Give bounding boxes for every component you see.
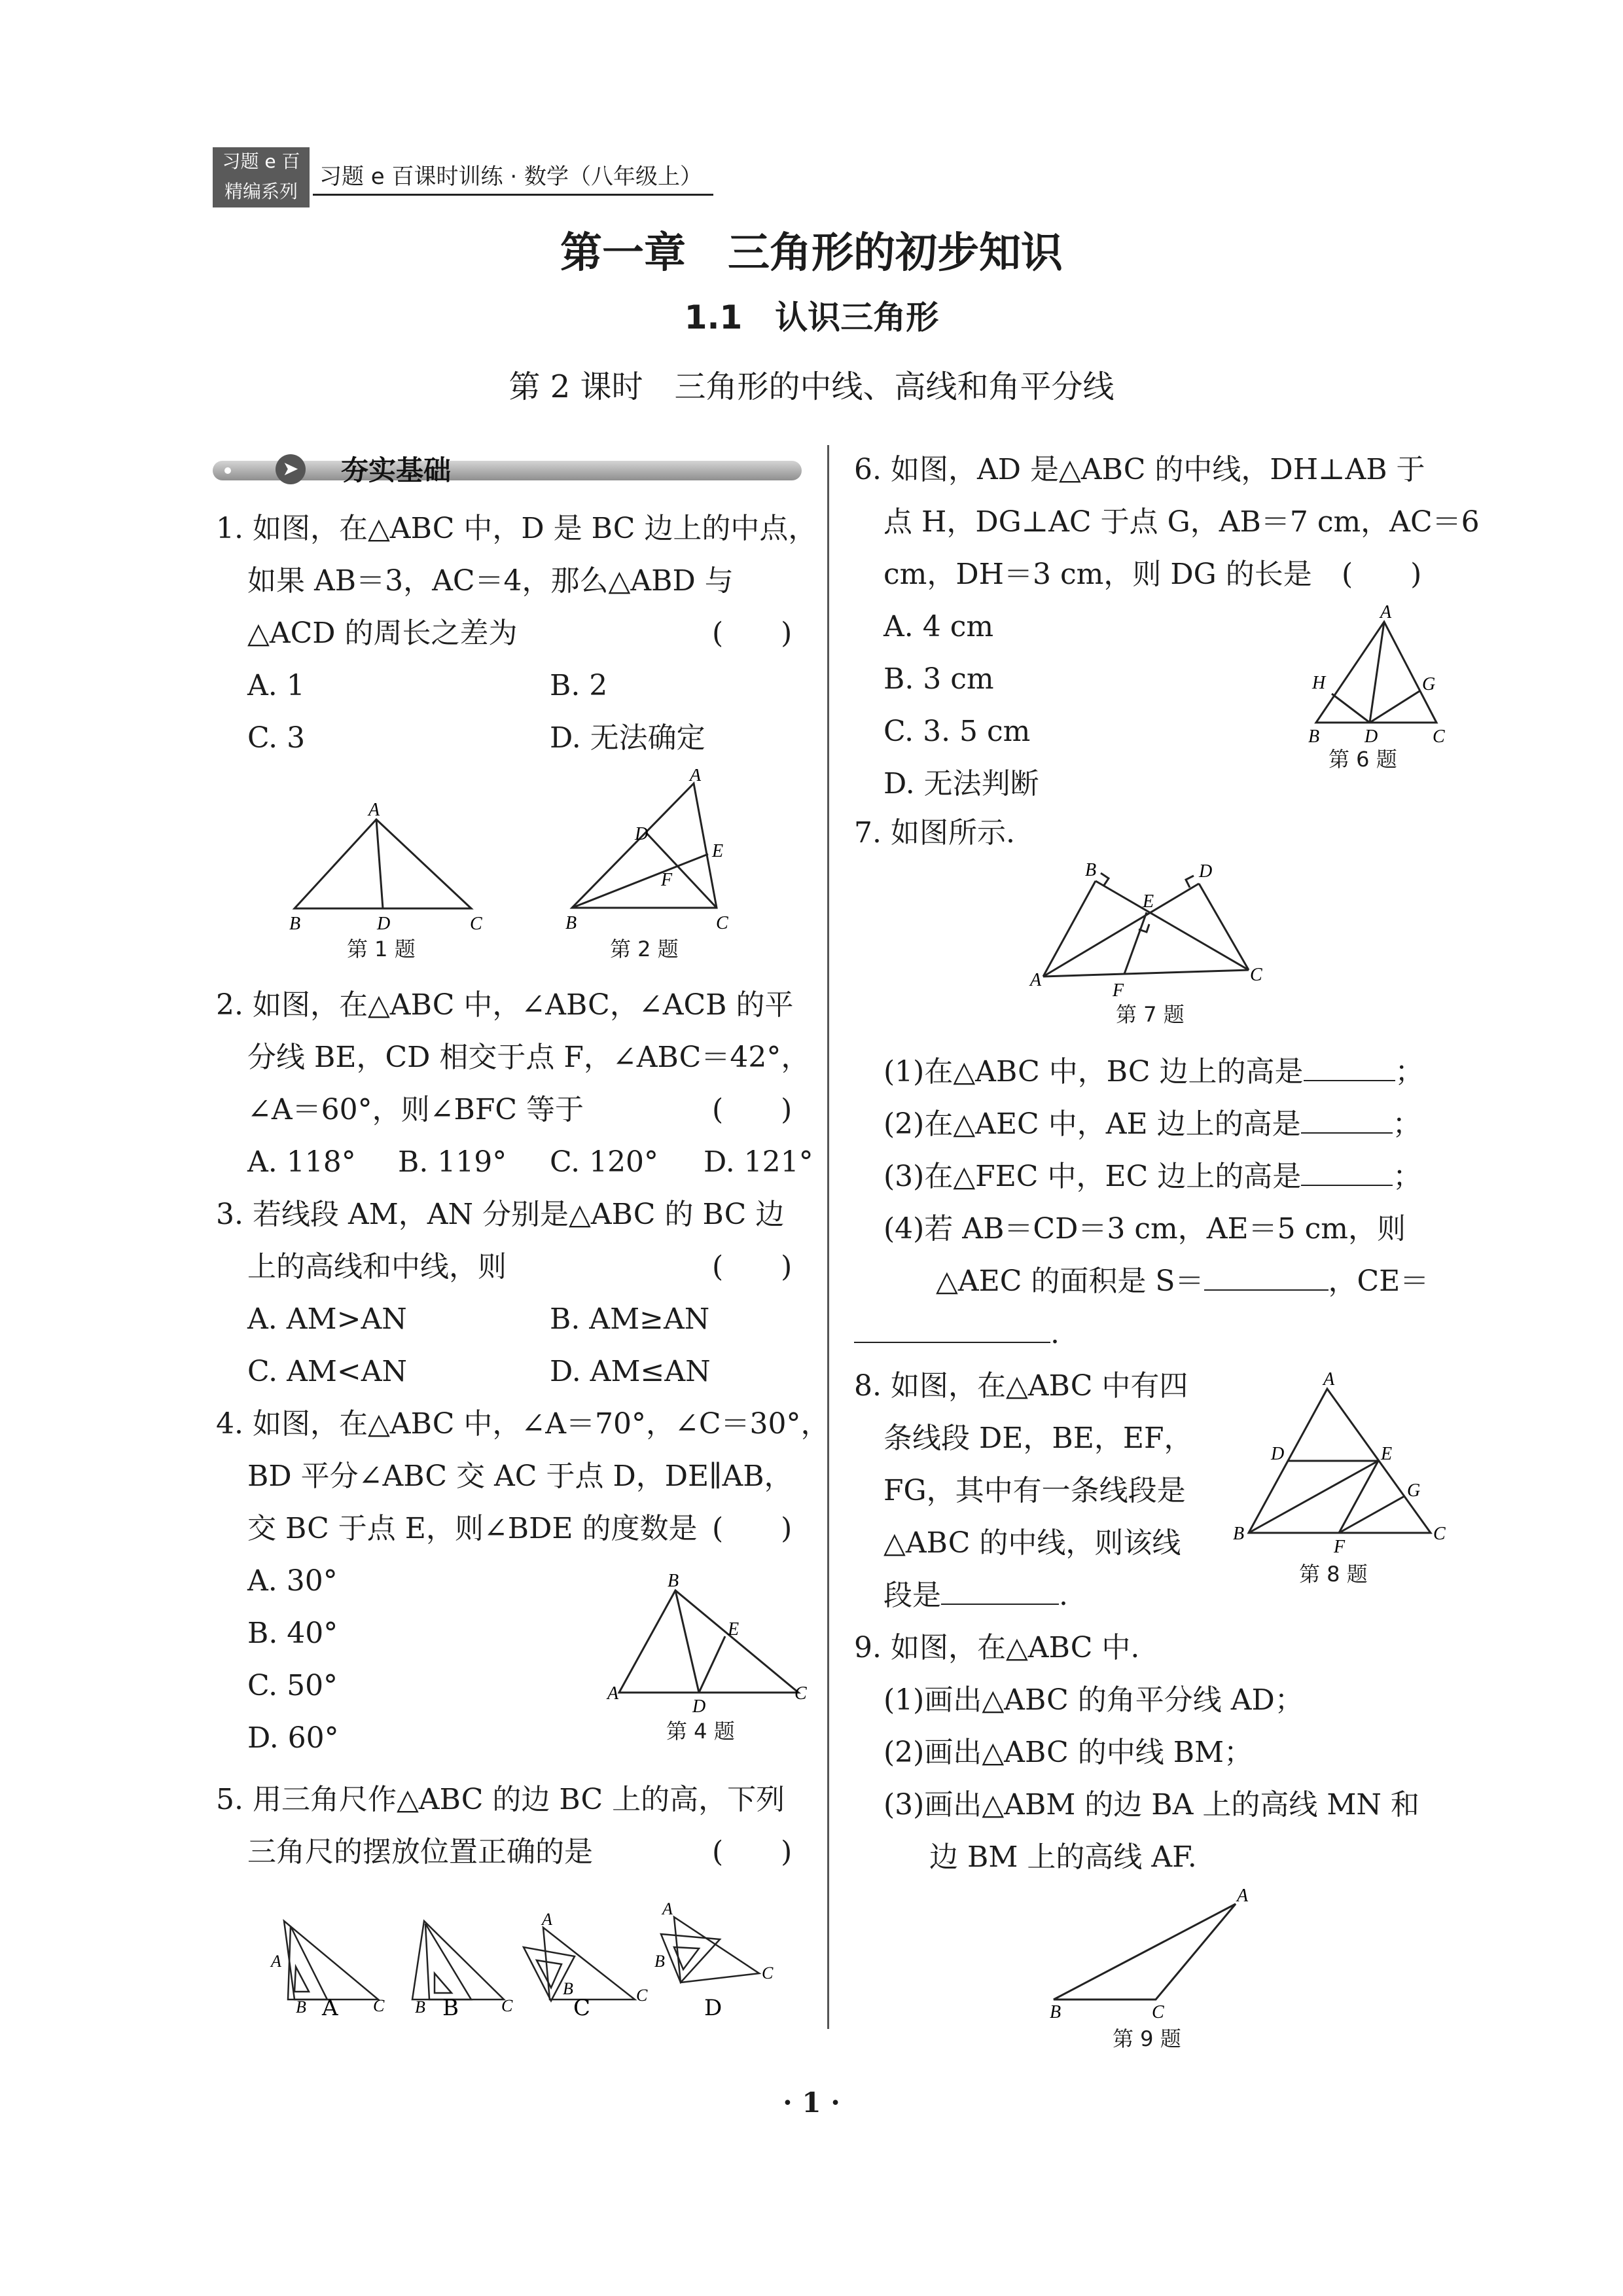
fig6-label-d: D [1364,726,1378,746]
fig2-label-b: B [565,913,577,933]
fig6-label-g: G [1422,674,1436,694]
q8-blank[interactable] [941,1577,1059,1605]
q2-option-c: C. 120° [550,1145,659,1179]
q2-option-a: A. 118° [247,1145,356,1179]
q7-sub-2-text: (2)在△AEC 中，AE 边上的高是 [883,1107,1301,1141]
fig2-bisector-cd [647,833,717,908]
q7-sub-4-line-3 [854,1316,1060,1352]
fig1-label-c: C [470,914,482,934]
q2-line-3: ∠A＝60°，则∠BFC 等于 [247,1093,584,1126]
q8-line-5 [883,1577,1068,1614]
q3-option-b: B. AM≥AN [550,1302,710,1336]
section-tag: 夯实基础 [341,454,452,486]
q5-line-1: 5. 用三角尺作△ABC 的边 BC 上的高，下列 [216,1783,785,1816]
fig1-label-a: A [368,800,380,820]
q4-option-c: C. 50° [247,1669,338,1702]
q7-blank-ce[interactable] [854,1316,1050,1343]
fig2-label-a: A [690,769,702,785]
figure-9 [1041,1882,1263,2019]
q5b-label-b: B [415,1998,425,2017]
q6-option-b: B. 3 cm [883,662,994,696]
series-title: 习题 e 百课时训练 · 数学（八年级上） [319,164,702,190]
q9-sub-2: (2)画出△ABC 的中线 BM； [883,1736,1253,1769]
fig7-label-c: C [1250,965,1262,985]
q7-line-1: 7. 如图所示. [854,816,1015,850]
q5a-triangle-abc [284,1921,378,2000]
q7-sub-1-text: (1)在△ABC 中，BC 边上的高是 [883,1055,1304,1088]
fig2-caption: 第 2 题 [610,937,679,961]
series-logo [213,147,310,207]
fig6-caption: 第 6 题 [1329,747,1397,772]
q5a-label-a: A [271,1952,281,1971]
q7-sub-4: (4)若 AB＝CD＝3 cm，AE＝5 cm，则 [883,1212,1406,1246]
q5-option-a: A [322,1995,338,2021]
q4-line-2: BD 平分∠ABC 交 AC 于点 D，DE∥AB， [247,1460,793,1493]
fig7-segment-dc [1199,884,1249,970]
q5d-label-c: C [762,1964,774,1982]
q1-option-d: D. 无法确定 [550,721,705,755]
q7-blank-3[interactable] [1301,1158,1393,1186]
fig4-triangle-abc [619,1590,798,1693]
logo-line-1: 习题 e 百 [222,151,300,172]
fig7-label-d: D [1199,861,1213,882]
q3-option-a: A. AM>AN [247,1302,407,1336]
fig6-label-a: A [1380,602,1392,622]
figure-4 [602,1564,812,1715]
fig6-segment-dh [1332,694,1370,723]
figure-7 [1027,857,1276,1001]
figure-6 [1299,602,1450,746]
q5-option-b: B [442,1995,459,2021]
fig8-label-a: A [1323,1369,1335,1390]
q7-sub-1-semicolon: ； [1395,1055,1424,1088]
q9-sub-3-line-2: 边 BM 上的高线 AF. [929,1840,1197,1874]
q5-option-d: D [704,1995,722,2021]
q7-sub-4-area-text: △AEC 的面积是 S＝ [936,1265,1204,1298]
fig8-label-e: E [1381,1444,1393,1464]
fig4-label-a: A [607,1683,619,1704]
q1-line-1: 1. 如图，在△ABC 中，D 是 BC 边上的中点， [216,512,817,545]
q5-option-c: C [573,1995,591,2021]
fig4-label-c: C [794,1683,807,1704]
q5b-label-c: C [501,1996,513,2015]
fig2-label-e: E [712,841,724,861]
fig6-label-c: C [1433,726,1445,746]
fig7-label-f: F [1113,980,1124,1001]
figure-1 [275,792,491,936]
q6-answer-paren: ( ) [1342,558,1422,591]
q8-line-3: FG，其中有一条线段是 [883,1474,1186,1507]
fig7-right-angle-d [1186,876,1194,888]
page-number: · 1 · [783,2087,840,2119]
fig1-median-ad [376,819,383,908]
q7-sub-3 [883,1158,1421,1195]
q4-option-a: A. 30° [247,1564,338,1598]
q9-line-1: 9. 如图，在△ABC 中. [854,1631,1140,1664]
q7-blank-2[interactable] [1301,1106,1393,1134]
fig8-label-b: B [1233,1524,1245,1544]
section-title: 1.1 认识三角形 [684,298,939,336]
q2-answer-paren: ( ) [712,1093,793,1126]
q5a-label-c: C [373,1996,385,2015]
fig4-label-b: B [668,1571,679,1591]
fig4-label-d: D [692,1696,706,1715]
fig8-label-c: C [1433,1524,1446,1544]
q7-sub-4-ce-text: ，CE＝ [1328,1265,1429,1298]
fig2-label-f: F [661,870,673,890]
q4-line-3: 交 BC 于点 E，则∠BDE 的度数是 [247,1512,698,1545]
q8-period: . [1059,1579,1068,1612]
q8-line-1: 8. 如图，在△ABC 中有四 [854,1369,1188,1403]
fig6-label-b: B [1308,726,1320,746]
q7-sub-2 [883,1106,1421,1143]
q6-option-d: D. 无法判断 [883,767,1039,800]
q5d-triangle-abc [674,1917,759,1982]
q5c-label-c: C [636,1986,648,2005]
q1-line-3: △ACD 的周长之差为 [247,617,518,650]
q5-figures [262,1901,798,2026]
q2-option-d: D. 121° [704,1145,813,1179]
q7-blank-1[interactable] [1304,1054,1395,1081]
q2-line-2: 分线 BE，CD 相交于点 F，∠ABC＝42°， [247,1041,810,1074]
fig7-segment-ad [1043,884,1199,977]
q5c-set-square-hole [537,1960,562,1988]
fig6-segment-dg [1370,691,1419,723]
q8-line-5-text: 段是 [883,1579,941,1612]
fig4-bisector-bd [675,1590,699,1693]
fig7-caption: 第 7 题 [1116,1002,1185,1027]
fig8-label-f: F [1334,1537,1346,1557]
fig9-label-b: B [1050,2002,1061,2019]
fig4-label-e: E [728,1619,740,1640]
q6-line-2: 点 H，DG⊥AC 于点 G，AB＝7 cm，AC＝6 [883,505,1480,539]
fig9-caption: 第 9 题 [1113,2026,1181,2051]
q4-option-d: D. 60° [247,1721,339,1755]
q3-line-2: 上的高线和中线，则 [247,1250,507,1283]
q7-sub-1 [883,1054,1424,1090]
fig9-label-a: A [1237,1886,1249,1906]
fig2-label-d: D [635,824,649,844]
q1-line-2: 如果 AB＝3，AC＝4，那么△ABD 与 [247,564,734,598]
fig7-segment-bc [1096,881,1249,970]
q6-option-c: C. 3. 5 cm [883,715,1031,748]
q5c-label-a: A [542,1910,552,1929]
q4-line-1: 4. 如图，在△ABC 中，∠A＝70°，∠C＝30°， [216,1407,830,1441]
fig6-median-ad [1370,622,1384,723]
q5a-label-b: B [296,1998,306,2017]
fig4-caption: 第 4 题 [666,1719,735,1744]
q3-option-d: D. AM≤AN [550,1355,711,1388]
q9-sub-3: (3)画出△ABM 的边 BA 上的高线 MN 和 [883,1788,1419,1821]
fig8-caption: 第 8 题 [1299,1562,1368,1587]
q5d-label-b: B [654,1952,665,1971]
figure-2 [556,769,740,936]
q5-line-2: 三角尺的摆放位置正确的是 [247,1835,593,1869]
q7-sub-2-semicolon: ； [1392,1107,1421,1141]
q7-sub-3-text: (3)在△FEC 中，EC 边上的高是 [883,1160,1302,1193]
fig7-label-b: B [1085,860,1097,880]
q3-option-c: C. AM<AN [247,1355,408,1388]
q4-answer-paren: ( ) [712,1512,793,1545]
fig2-label-c: C [716,913,728,933]
q1-option-a: A. 1 [247,669,305,702]
fig2-triangle-abc [572,783,717,908]
q9-sub-1: (1)画出△ABC 的角平分线 AD； [883,1683,1304,1717]
q6-line-3: cm，DH＝3 cm，则 DG 的长是 [883,558,1312,591]
q7-sub-4-line-2 [936,1263,1429,1300]
q5a-set-square-hole [294,1967,309,1992]
fig1-caption: 第 1 题 [347,937,416,961]
fig1-label-b: B [289,914,301,934]
fig8-label-d: D [1271,1444,1285,1464]
q7-sub-3-semicolon: ； [1393,1160,1422,1193]
q7-sub-4-period: . [1050,1317,1060,1350]
q8-line-4: △ABC 的中线，则该线 [883,1526,1181,1560]
figure-8 [1230,1361,1453,1558]
fig1-label-d: D [377,914,391,934]
q1-answer-paren: ( ) [712,617,793,650]
fig7-label-a: A [1030,970,1042,990]
section-banner [213,452,802,490]
q5-answer-paren: ( ) [712,1835,793,1869]
q5d-label-a: A [662,1901,673,1918]
q3-line-1: 3. 若线段 AM，AN 分别是△ABC 的 BC 边 [216,1198,785,1231]
q8-line-2: 条线段 DE，BE，EF， [883,1422,1193,1455]
header-rule [313,194,713,196]
banner-dot [224,467,231,474]
column-divider [827,445,829,2029]
q6-option-a: A. 4 cm [883,610,994,643]
q2-option-b: B. 119° [398,1145,507,1179]
q6-line-1: 6. 如图，AD 是△ABC 的中线，DH⊥AB 于 [854,453,1425,486]
lesson-title: 第 2 课时 三角形的中线、高线和角平分线 [508,368,1115,405]
q5b-set-square-hole [435,1973,452,1993]
fig8-label-g: G [1407,1480,1421,1501]
logo-line-2: 精编系列 [224,181,298,202]
fig9-label-c: C [1152,2002,1164,2019]
q2-line-1: 2. 如图，在△ABC 中，∠ABC，∠ACB 的平 [216,988,794,1022]
fig2-bisector-be [572,854,708,908]
fig6-label-h: H [1312,673,1326,693]
q5c-label-b: B [563,1979,573,1998]
fig7-label-e: E [1143,891,1154,912]
fig9-triangle-abc [1054,1904,1236,2000]
q1-option-b: B. 2 [550,669,608,702]
q1-option-c: C. 3 [247,721,306,755]
chapter-title: 第一章 三角形的初步知识 [560,229,1063,278]
arrow-icon: ➤ [276,454,306,484]
fig7-segment-ac [1043,970,1249,977]
fig4-segment-de [699,1636,725,1693]
fig7-segment-ab [1043,881,1096,977]
q3-answer-paren: ( ) [712,1250,793,1283]
q7-blank-area[interactable] [1204,1263,1329,1291]
q4-option-b: B. 40° [247,1617,338,1650]
